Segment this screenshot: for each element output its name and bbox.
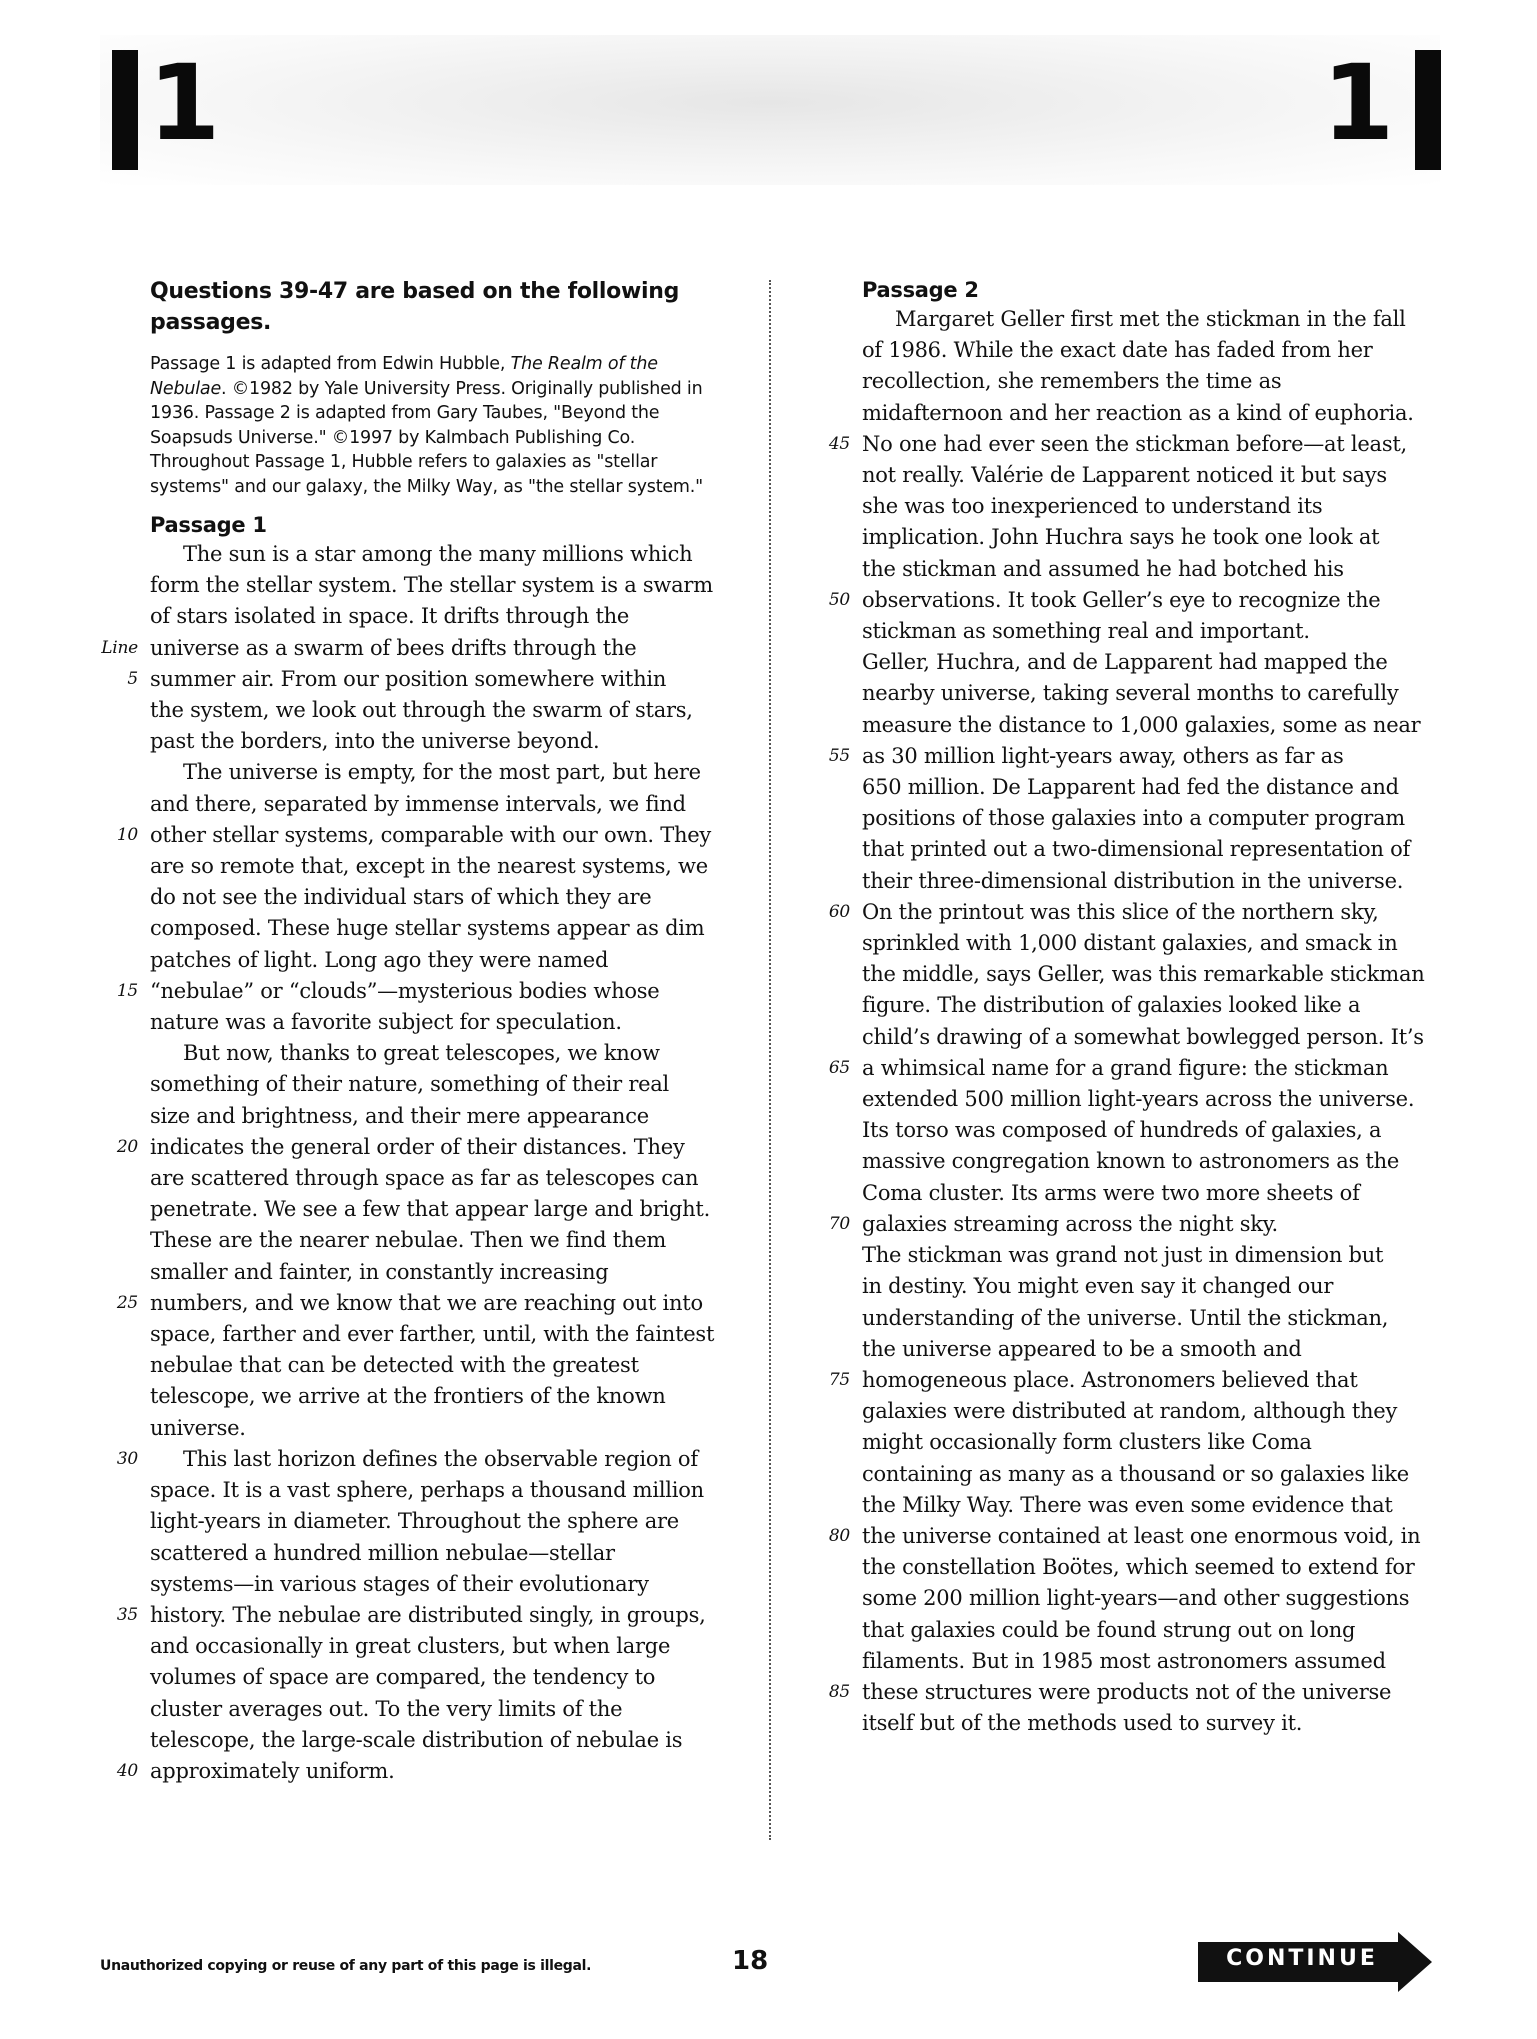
line-number: 55	[828, 745, 850, 766]
passage-line	[828, 1365, 1462, 1396]
passage-line	[862, 1334, 1462, 1365]
passage-line	[150, 1038, 738, 1069]
passage-line	[828, 897, 1462, 928]
line-text: approximately uniform.	[150, 1758, 395, 1783]
line-text: of stars isolated in space. It drifts through the	[150, 604, 630, 629]
passage-line	[862, 1708, 1462, 1739]
line-text: stickman as something real and important.	[862, 619, 1310, 644]
line-text: Its torso was composed of hundreds of galaxies, a	[862, 1118, 1382, 1143]
line-text: galaxies streaming across the night sky.	[862, 1211, 1278, 1236]
left-column	[101, 276, 738, 1787]
passage-line	[150, 1007, 738, 1038]
passage-line	[116, 976, 738, 1007]
line-text: These are the nearer nebulae. Then we find them	[150, 1228, 667, 1253]
passage-line	[101, 633, 738, 664]
line-text: “nebulae” or “clouds”—mysterious bodies whose	[150, 978, 660, 1003]
line-text: itself but of the methods used to survey it.	[862, 1711, 1303, 1736]
line-text: size and brightness, and their mere appearance	[150, 1103, 649, 1128]
passage-line	[828, 741, 1462, 772]
line-text: figure. The distribution of galaxies looked like a	[862, 993, 1361, 1018]
line-number: 70	[828, 1213, 850, 1234]
line-text: cluster averages out. To the very limits of the	[150, 1696, 623, 1721]
passage-line	[150, 1569, 738, 1600]
line-number: 50	[828, 589, 850, 610]
passage-line	[862, 398, 1462, 429]
line-text: the universe appeared to be a smooth and	[862, 1336, 1302, 1361]
line-number: 25	[116, 1292, 138, 1313]
passage-line	[150, 1506, 738, 1537]
line-text: understanding of the universe. Until the stickman,	[862, 1305, 1389, 1330]
line-text: penetrate. We see a few that appear large and bright.	[150, 1197, 711, 1222]
passage-line	[116, 1444, 738, 1475]
line-text: smaller and fainter, in constantly increasing	[150, 1259, 609, 1284]
line-text: containing as many as a thousand or so galaxies like	[862, 1461, 1409, 1486]
continue-banner	[1198, 1932, 1438, 1992]
line-text: positions of those galaxies into a computer program	[862, 806, 1405, 831]
intro-text-2: . ©1982 by Yale University Press. Originally published in 1936. Passage 2 is adapted from Gary Taubes, "Beyond the Soapsuds Universe." ©1997 by Kalmbach Publishing Co. Throughout Passage 1, Hubble refers to galaxies as "stellar systems" and our galaxy, the Milky Way, as "the stellar system."	[150, 378, 703, 497]
line-text: nearby universe, taking several months to carefully	[862, 681, 1399, 706]
passage-line	[862, 1115, 1462, 1146]
passage-line	[150, 570, 738, 601]
passage-line	[862, 866, 1462, 897]
passage-line	[150, 1350, 738, 1381]
section-bar-left	[112, 50, 138, 170]
line-text: The stickman was grand not just in dimension but	[862, 1243, 1384, 1268]
passage-line	[150, 757, 738, 788]
passage-line	[862, 522, 1462, 553]
passage-line	[150, 539, 738, 570]
passage-line	[862, 1615, 1462, 1646]
line-text: telescope, the large-scale distribution of nebulae is	[150, 1727, 683, 1752]
passage-line	[150, 1194, 738, 1225]
passage-line	[150, 726, 738, 757]
line-text: extended 500 million light-years across the universe.	[862, 1087, 1415, 1112]
passage-line	[862, 1022, 1462, 1053]
passage-line	[150, 1101, 738, 1132]
passage-line	[150, 1413, 738, 1444]
passage-line	[150, 1725, 738, 1756]
passage-line	[862, 460, 1462, 491]
line-text: No one had ever seen the stickman before—at least,	[862, 431, 1407, 456]
line-text: the system, we look out through the swarm of stars,	[150, 698, 693, 723]
passage-line	[150, 1381, 738, 1412]
line-text: measure the distance to 1,000 galaxies, some as near	[862, 712, 1421, 737]
line-text: 650 million. De Lapparent had fed the distance and	[862, 775, 1399, 800]
line-text: in destiny. You might even say it changed our	[862, 1274, 1334, 1299]
passage-line	[828, 1521, 1462, 1552]
passage-2-label: Passage 2	[862, 278, 979, 302]
passage-line	[862, 366, 1462, 397]
passage-line	[862, 1583, 1462, 1614]
passage-line	[862, 1552, 1462, 1583]
passage-line	[150, 1538, 738, 1569]
section-bar-right	[1415, 50, 1441, 170]
line-text: nature was a favorite subject for speculation.	[150, 1010, 622, 1035]
line-text: Margaret Geller first met the stickman in the fall	[895, 307, 1406, 331]
passage-line	[862, 772, 1462, 803]
line-text: that galaxies could be found strung out on long	[862, 1617, 1356, 1642]
passage-line	[862, 1427, 1462, 1458]
line-text: summer air. From our position somewhere within	[150, 666, 667, 691]
passage-line	[150, 1163, 738, 1194]
passage-line	[150, 1631, 738, 1662]
passage-line	[116, 1288, 738, 1319]
passage-line	[828, 585, 1462, 616]
line-number: 85	[828, 1681, 850, 1702]
passage-line	[862, 803, 1462, 834]
passage-line	[862, 1459, 1462, 1490]
line-number: 15	[116, 980, 138, 1001]
line-text: galaxies were distributed at random, although they	[862, 1399, 1398, 1424]
line-text: This last horizon defines the observable region of	[183, 1446, 698, 1471]
passage-line	[150, 601, 738, 632]
line-text: the Milky Way. There was even some evidence that	[862, 1492, 1393, 1517]
passage-line	[150, 789, 738, 820]
line-text: these structures were products not of the universe	[862, 1679, 1392, 1704]
line-text: indicates the general order of their distances. They	[150, 1134, 685, 1159]
passage-line	[862, 1240, 1462, 1271]
passage-line	[150, 695, 738, 726]
line-number: 65	[828, 1057, 850, 1078]
line-text: systems—in various stages of their evolutionary	[150, 1571, 649, 1596]
passage-line	[862, 1178, 1462, 1209]
passage-line	[828, 1209, 1462, 1240]
line-text: filaments. But in 1985 most astronomers assumed	[862, 1648, 1386, 1673]
passage-line	[862, 616, 1462, 647]
passage-line	[862, 1271, 1462, 1302]
line-text: the middle, says Geller, was this remarkable stickman	[862, 962, 1425, 987]
line-text: are scattered through space as far as telescopes can	[150, 1166, 699, 1191]
line-number: Line	[101, 637, 138, 658]
header-band	[100, 35, 1440, 185]
line-text: the stickman and assumed he had botched his	[862, 556, 1344, 581]
line-text: massive congregation known to astronomers as the	[862, 1149, 1400, 1174]
page-number: 18	[732, 1946, 769, 1976]
passage-line	[127, 664, 738, 695]
passage-line	[862, 1646, 1462, 1677]
line-text: might occasionally form clusters like Coma	[862, 1430, 1312, 1455]
line-text: patches of light. Long ago they were named	[150, 947, 609, 972]
passage-line	[150, 1475, 738, 1506]
line-text: scattered a hundred million nebulae—stellar	[150, 1540, 615, 1565]
continue-label: CONTINUE	[1226, 1946, 1378, 1971]
line-text: numbers, and we know that we are reaching out into	[150, 1290, 703, 1315]
line-text: The universe is empty, for the most part, but here	[183, 760, 701, 785]
line-number: 10	[116, 824, 138, 845]
passage-line	[862, 1084, 1462, 1115]
line-text: space, farther and ever farther, until, with the faintest	[150, 1322, 715, 1347]
line-text: not really. Valérie de Lapparent noticed it but says	[862, 463, 1387, 488]
intro-work-title: The Realm of the Nebulae	[150, 354, 658, 399]
line-text: and occasionally in great clusters, but when large	[150, 1634, 671, 1659]
passage-2-text	[828, 304, 1462, 1739]
line-number: 60	[828, 901, 850, 922]
passage-line	[862, 834, 1462, 865]
section-number-right: 1	[1322, 42, 1395, 164]
line-text: history. The nebulae are distributed singly, in groups,	[150, 1602, 706, 1627]
passage-line	[862, 647, 1462, 678]
passage-line	[116, 1600, 738, 1631]
passage-line	[828, 429, 1462, 460]
line-text: form the stellar system. The stellar system is a swarm	[150, 573, 713, 598]
section-number-left: 1	[148, 42, 221, 164]
intro-text-1: Passage 1 is adapted from Edwin Hubble,	[150, 354, 511, 374]
passage-line	[150, 882, 738, 913]
line-text: the universe contained at least one enormous void, in	[862, 1523, 1421, 1548]
line-text: midafternoon and her reaction as a kind of euphoria.	[862, 400, 1414, 425]
line-number: 75	[828, 1369, 850, 1390]
passage-line	[150, 913, 738, 944]
line-text: as 30 million light-years away, others as far as	[862, 743, 1344, 768]
line-text: light-years in diameter. Throughout the sphere are	[150, 1509, 679, 1534]
line-text: observations. It took Geller’s eye to recognize the	[862, 587, 1381, 612]
passage-line	[862, 959, 1462, 990]
passage-line	[828, 1053, 1462, 1084]
line-text: Geller, Huchra, and de Lapparent had mapped the	[862, 650, 1388, 675]
line-text: their three-dimensional distribution in the universe.	[862, 868, 1404, 893]
line-text: But now, thanks to great telescopes, we know	[183, 1041, 660, 1066]
line-number: 40	[116, 1760, 138, 1781]
line-text: universe.	[150, 1415, 246, 1440]
line-text: something of their nature, something of their real	[150, 1072, 670, 1097]
passage-intro	[150, 352, 738, 499]
passage-line	[116, 1756, 738, 1787]
line-number: 20	[116, 1136, 138, 1157]
line-text: nebulae that can be detected with the greatest	[150, 1353, 639, 1378]
passage-line	[150, 945, 738, 976]
line-text: past the borders, into the universe beyond.	[150, 729, 600, 754]
line-number: 80	[828, 1525, 850, 1546]
line-text: of 1986. While the exact date has faded from her	[862, 338, 1373, 363]
line-text: other stellar systems, comparable with our own. They	[150, 822, 712, 847]
passage-line	[150, 1662, 738, 1693]
passage-line	[862, 990, 1462, 1021]
line-text: space. It is a vast sphere, perhaps a thousand million	[150, 1478, 704, 1503]
passage-line	[862, 304, 1462, 335]
line-text: implication. John Huchra says he took one look at	[862, 525, 1380, 550]
line-text: universe as a swarm of bees drifts through the	[150, 635, 637, 660]
passage-line	[116, 1132, 738, 1163]
passage-line	[862, 554, 1462, 585]
line-number: 45	[828, 433, 850, 454]
line-number: 30	[116, 1448, 138, 1469]
line-text: and there, separated by immense intervals, we find	[150, 791, 686, 816]
passage-line	[828, 1677, 1462, 1708]
passage-line	[862, 710, 1462, 741]
line-text: the constellation Boötes, which seemed to extend for	[862, 1555, 1415, 1580]
line-text: recollection, she remembers the time as	[862, 369, 1282, 394]
line-text: The sun is a star among the many millions which	[183, 542, 693, 566]
line-text: a whimsical name for a grand figure: the stickman	[862, 1055, 1389, 1080]
passage-line	[862, 1490, 1462, 1521]
passage-line	[862, 1146, 1462, 1177]
line-number: 5	[127, 668, 138, 689]
line-text: volumes of space are compared, the tendency to	[150, 1665, 656, 1690]
passage-1-label: Passage 1	[150, 513, 267, 537]
passage-line	[150, 1069, 738, 1100]
line-text: composed. These huge stellar systems appear as dim	[150, 916, 705, 941]
line-text: telescope, we arrive at the frontiers of the known	[150, 1384, 666, 1409]
passage-1-text	[101, 539, 738, 1787]
line-text: sprinkled with 1,000 distant galaxies, and smack in	[862, 931, 1398, 956]
question-heading: Questions 39-47 are based on the following passages.	[150, 279, 680, 335]
passage-line	[862, 335, 1462, 366]
passage-line	[150, 1257, 738, 1288]
passage-line	[862, 678, 1462, 709]
line-text: some 200 million light-years—and other suggestions	[862, 1586, 1410, 1611]
passage-line	[862, 491, 1462, 522]
line-text: On the printout was this slice of the northern sky,	[862, 899, 1379, 924]
line-text: child’s drawing of a somewhat bowlegged person. It’s	[862, 1024, 1424, 1049]
line-text: are so remote that, except in the nearest systems, we	[150, 854, 708, 879]
column-divider	[769, 280, 771, 1840]
line-text: homogeneous place. Astronomers believed that	[862, 1367, 1358, 1392]
passage-line	[150, 1694, 738, 1725]
passage-line	[150, 1319, 738, 1350]
line-number: 35	[116, 1604, 138, 1625]
passage-line	[150, 851, 738, 882]
passage-line	[150, 1225, 738, 1256]
line-text: she was too inexperienced to understand its	[862, 494, 1323, 519]
line-text: that printed out a two-dimensional representation of	[862, 837, 1411, 862]
line-text: Coma cluster. Its arms were two more sheets of	[862, 1180, 1360, 1205]
copyright-notice: Unauthorized copying or reuse of any part of this page is illegal.	[100, 1958, 592, 1974]
line-text: do not see the individual stars of which they are	[150, 885, 652, 910]
passage-line	[862, 1303, 1462, 1334]
passage-line	[116, 820, 738, 851]
right-column	[828, 276, 1462, 1739]
passage-line	[862, 928, 1462, 959]
passage-line	[862, 1396, 1462, 1427]
